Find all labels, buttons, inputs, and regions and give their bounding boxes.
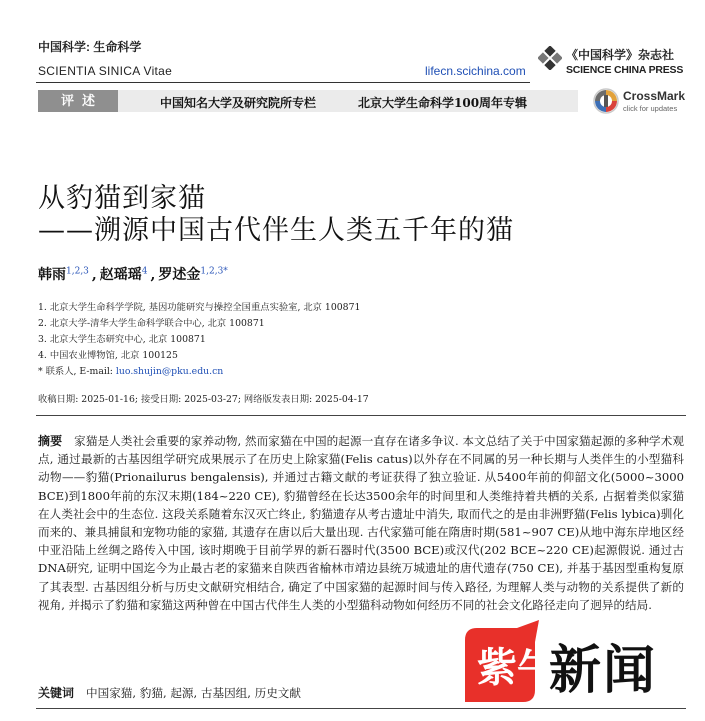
watermark-text: 新闻 bbox=[549, 641, 658, 701]
crossmark-icon bbox=[593, 88, 619, 114]
article-title-line-1: 从豹猫到家猫 bbox=[38, 183, 206, 214]
journal-name-en: SCIENTIA SINICA Vitae bbox=[38, 64, 173, 78]
divider bbox=[36, 415, 686, 416]
author-name: 罗述金 bbox=[158, 267, 201, 283]
abstract-label: 摘要 bbox=[38, 434, 63, 448]
publisher-diamond-icon bbox=[538, 46, 562, 70]
affiliation-list bbox=[38, 300, 360, 380]
author-name: 赵瑶瑶 bbox=[99, 267, 142, 283]
article-title-line-2: ——溯源中国古代伴生人类五千年的猫 bbox=[38, 215, 514, 246]
keywords bbox=[38, 684, 301, 701]
author-separator: , bbox=[91, 267, 97, 283]
author-separator: , bbox=[150, 267, 156, 283]
publisher-name-en: SCIENCE CHINA PRESS bbox=[566, 64, 684, 76]
affiliation-item: 4. 中国农业博物馆, 北京 100125 bbox=[38, 350, 178, 361]
abstract bbox=[38, 432, 684, 614]
journal-url-link[interactable]: lifecn.scichina.com bbox=[425, 64, 526, 78]
abstract-text: 家猫是人类社会重要的家养动物, 然而家猫在中国的起源一直存在诸多争议. 本文总结了关于中国家猫起源的多种学术观点, 通过最新的古基因组学研究成果展示了在历史上除家猫(Felis catus)以外存在不同属的另一种长期与人类伴生的小型猫科动物——豹猫(Prionailurus bengalensis), 并通过古籍文献的考证获得了独立验证. 从5400年前的仰韶文化(5000~3000 BCE)到1800年前的东汉末期(184~220 CE), 豹猫曾经在长达3500余年的时间里和人类维持着共栖的关系, 占据着类似家猫在人类社会中的生态位. 这段关系随着东汉灭亡终止, 豹猫遗存从考古遗址中消失, 取而代之的是由非洲野猫(Felis lybica)驯化而来的、兼具捕鼠和宠物功能的家猫, 其遗存在唐以后大量出现. 古代家猫可能在隋唐时期(581~907 CE)从地中海东岸地区经中亚沿陆上丝绸之路传入中国, 该时期晚于目前学界的新石器时代(3500 BCE)或汉代(202 BCE~220 CE)起源假说. 通过古DNA研究, 证明中国迄今为止最古老的家猫来自陕西省榆林市靖边县统万城遗址的唐代遗存(750 CE), 并基于基因型重构复原了其表型. 古基因组分析与历史文献研究相结合, 确定了中国家猫的起源时间与传入路径, 为理解人类与动物的关系提供了新的视角, 并揭示了豹猫和家猫这两种曾在中国古代伴生人类的小型猫科动物如何经历不同的社会文化路径走向了迥异的结局. bbox=[38, 434, 684, 612]
keywords-label: 关键词 bbox=[38, 686, 75, 700]
column-label-2: 北京大学生命科学100周年专辑 bbox=[358, 96, 528, 110]
header-rule bbox=[36, 82, 530, 83]
keywords-text: 中国家猫, 豹猫, 起源, 古基因组, 历史文献 bbox=[86, 686, 301, 700]
author-affiliation-marker[interactable]: 1,2,3 bbox=[66, 266, 89, 277]
affiliation-item: 2. 北京大学-清华大学生命科学联合中心, 北京 100871 bbox=[38, 318, 265, 329]
publisher-logo bbox=[538, 44, 688, 82]
contact-line bbox=[38, 364, 360, 380]
journal-name-cn: 中国科学: 生命科学 bbox=[38, 40, 142, 54]
watermark-logo-text: 紫牛 bbox=[477, 645, 557, 691]
news-watermark bbox=[455, 620, 705, 710]
author-affiliation-marker[interactable]: 1,2,3* bbox=[200, 266, 228, 277]
section-badge: 评述 bbox=[38, 90, 118, 112]
crossmark-label: CrossMark bbox=[623, 89, 686, 103]
contact-label: * 联系人, E-mail: bbox=[38, 366, 113, 377]
publisher-name-cn: 《中国科学》杂志社 bbox=[566, 48, 675, 62]
contact-email-link[interactable]: luo.shujin@pku.edu.cn bbox=[115, 366, 224, 377]
column-label-1: 中国知名大学及研究院所专栏 bbox=[160, 96, 317, 110]
crossmark-subtext: click for updates bbox=[623, 104, 678, 113]
affiliation-item: 3. 北京大学生态研究中心, 北京 100871 bbox=[38, 334, 206, 345]
publication-dates: 收稿日期: 2025-01-16; 接受日期: 2025-03-27; 网络版发表日期: 2025-04-17 bbox=[38, 394, 369, 405]
author-list bbox=[38, 264, 228, 284]
crossmark-button[interactable] bbox=[593, 88, 693, 116]
author-affiliation-marker[interactable]: 4 bbox=[141, 266, 148, 277]
affiliation-item: 1. 北京大学生命科学学院, 基因功能研究与操控全国重点实验室, 北京 100871 bbox=[38, 302, 361, 313]
author-name: 韩雨 bbox=[38, 267, 66, 283]
